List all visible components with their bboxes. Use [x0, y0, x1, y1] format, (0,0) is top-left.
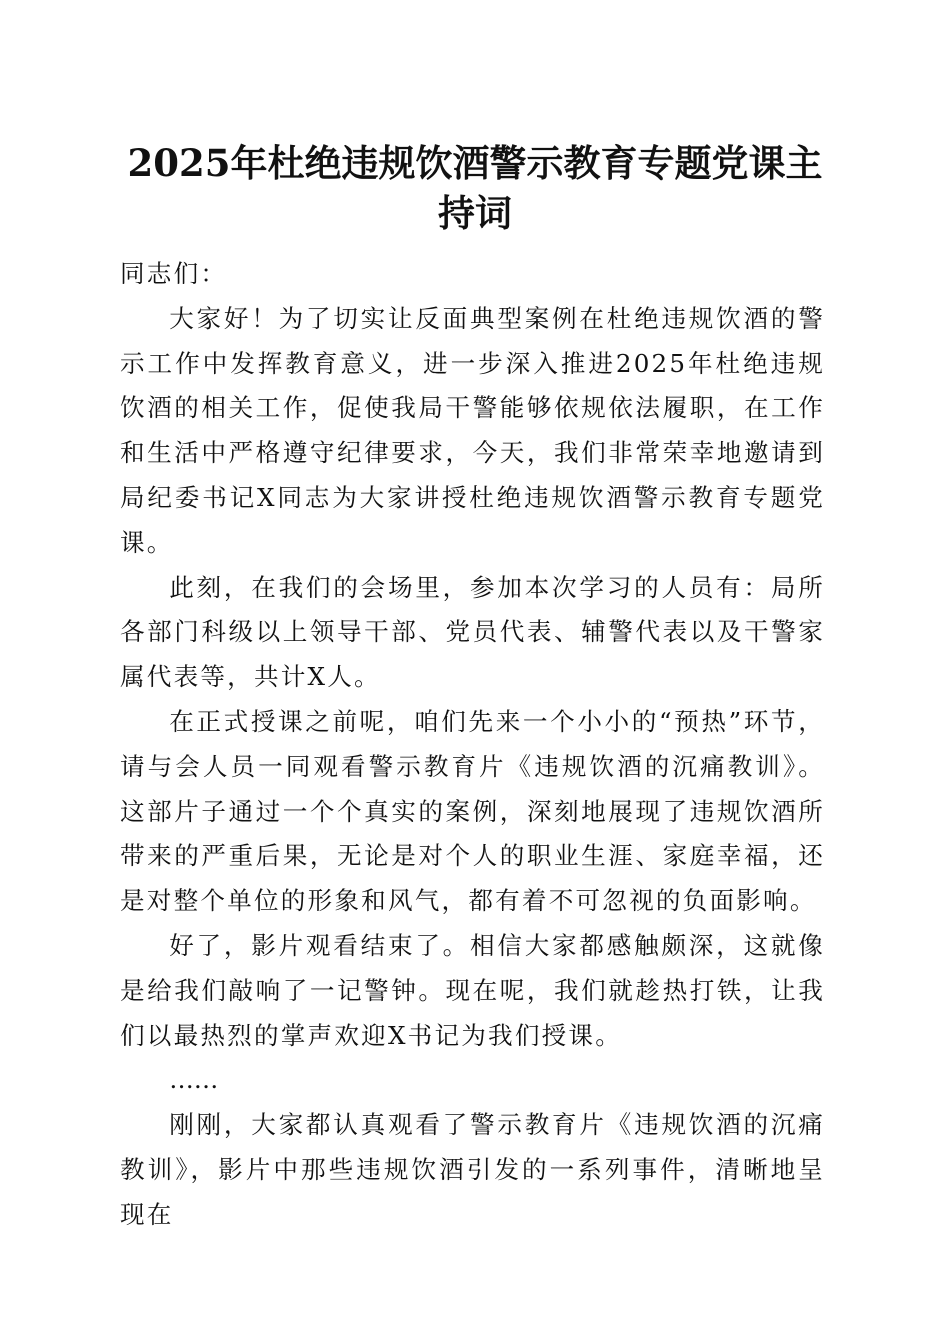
ellipsis-separator: …… [169, 1065, 219, 1095]
document-title: 2025年杜绝违规饮酒警示教育专题党课主持词 [127, 141, 823, 235]
paragraph-welcome-speaker: 好了，影片观看结束了。相信大家都感触颇深，这就像是给我们敲响了一记警钟。现在呢，我们就趁热打铁，让我们以最热烈的掌声欢迎X书记为我们授课。 [120, 930, 825, 1050]
salutation: 同志们： [120, 259, 228, 288]
paragraph-closing: 刚刚，大家都认真观看了警示教育片《违规饮酒的沉痛教训》，影片中那些违规饮酒引发的一系列事件，清晰地呈现在 [120, 1110, 825, 1229]
document-body [120, 252, 825, 1238]
paragraph-warmup-video: 在正式授课之前呢，咱们先来一个小小的“预热”环节，请与会人员一同观看警示教育片《违规饮酒的沉痛教训》。这部片子通过一个个真实的案例，深刻地展现了违规饮酒所带来的严重后果，无论是对个人的职业生涯、家庭幸福，还是对整个单位的形象和风气，都有着不可忽视的负面影响。 [120, 706, 825, 916]
paragraph-opening: 大家好！为了切实让反面典型案例在杜绝违规饮酒的警示工作中发挥教育意义，进一步深入推进2025年杜绝违规饮酒的相关工作，促使我局干警能够依规依法履职，在工作和生活中严格遵守纪律要求，今天，我们非常荣幸地邀请到局纪委书记X同志为大家讲授杜绝违规饮酒警示教育专题党课。 [120, 303, 825, 557]
paragraph-attendees: 此刻，在我们的会场里，参加本次学习的人员有：局所各部门科级以上领导干部、党员代表、辅警代表以及干警家属代表等，共计X人。 [120, 572, 825, 692]
